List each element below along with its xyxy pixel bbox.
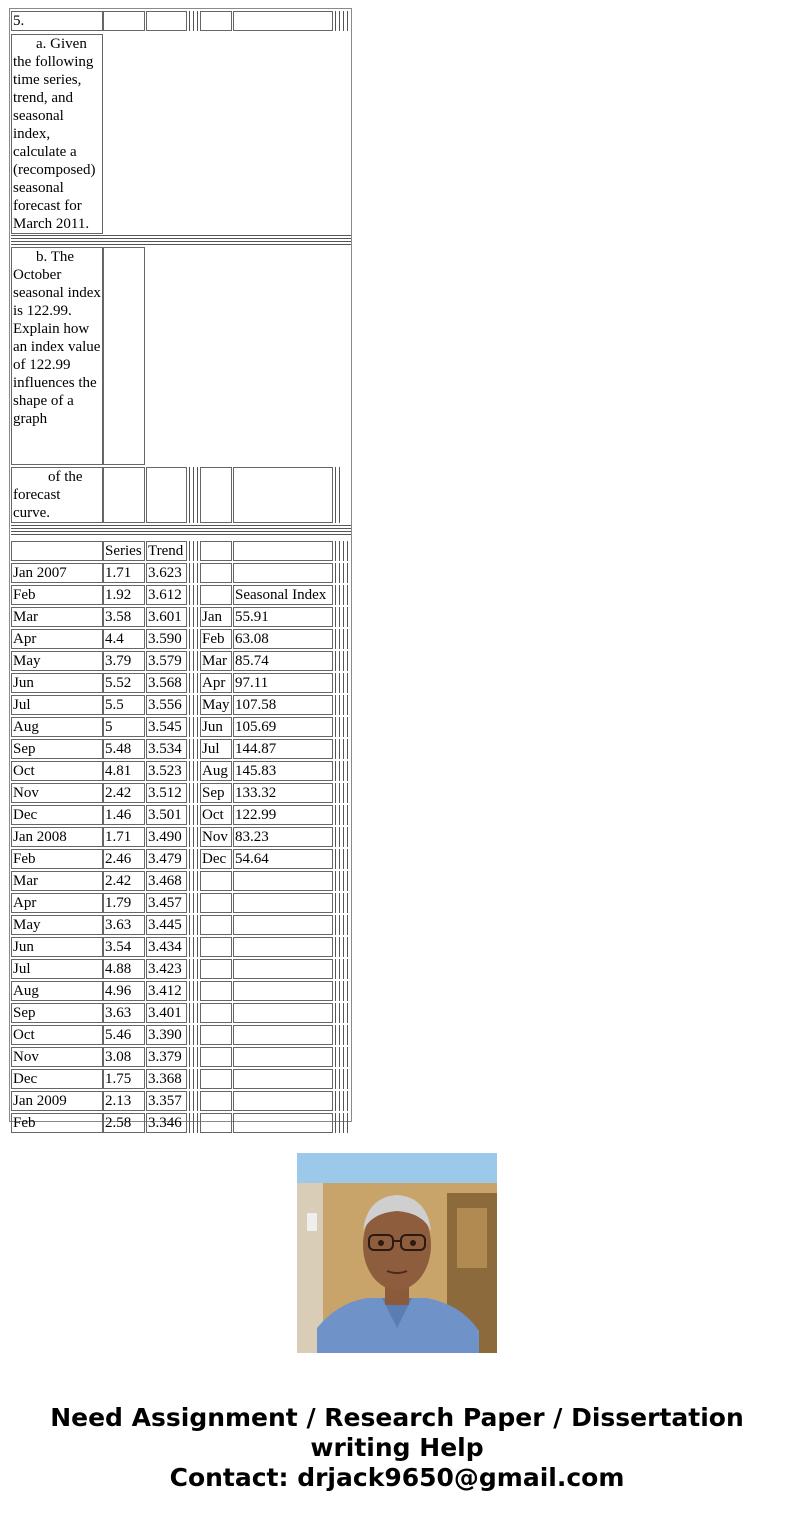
index-month-cell: Apr xyxy=(200,673,232,693)
part-b-continuation-row xyxy=(10,467,353,523)
part-b-text: b. The October seasonal index is 122.99. Explain how an index value of 122.99 influences the shape of a graph xyxy=(11,247,103,465)
index-month-cell: Dec xyxy=(200,849,232,869)
seasonal-index-cell xyxy=(233,1003,333,1023)
trend-cell: 3.423 xyxy=(146,959,187,979)
seasonal-index-cell xyxy=(233,959,333,979)
period-cell: Sep xyxy=(11,739,103,759)
table-row xyxy=(10,673,353,693)
series-cell: 4.4 xyxy=(103,629,145,649)
seasonal-index-cell: Seasonal Index xyxy=(233,585,333,605)
table-row xyxy=(10,1047,353,1067)
table-row xyxy=(10,849,353,869)
series-cell: 2.42 xyxy=(103,783,145,803)
period-cell: Oct xyxy=(11,1025,103,1045)
series-header: Series xyxy=(103,541,145,561)
author-portrait-image xyxy=(297,1153,497,1353)
index-month-cell xyxy=(200,1025,232,1045)
period-cell: May xyxy=(11,915,103,935)
trend-header: Trend xyxy=(146,541,187,561)
index-month-cell xyxy=(200,1047,232,1067)
table-row xyxy=(10,827,353,847)
index-month-cell xyxy=(200,981,232,1001)
trend-cell: 3.545 xyxy=(146,717,187,737)
empty-cell xyxy=(233,541,333,561)
seasonal-index-cell: 63.08 xyxy=(233,629,333,649)
period-cell: Jun xyxy=(11,673,103,693)
seasonal-index-cell xyxy=(233,1091,333,1111)
table-row xyxy=(10,893,353,913)
period-cell: Apr xyxy=(11,629,103,649)
period-cell: May xyxy=(11,651,103,671)
series-cell: 2.58 xyxy=(103,1113,145,1133)
index-month-cell xyxy=(200,1113,232,1133)
table-row xyxy=(10,937,353,957)
index-month-cell: Sep xyxy=(200,783,232,803)
empty-cell xyxy=(233,11,333,31)
part-a-text: a. Given the following time series, trend, and seasonal index, calculate a (recomposed) seasonal forecast for March 2011. xyxy=(11,34,103,234)
table-row xyxy=(10,1091,353,1111)
period-cell: Jul xyxy=(11,959,103,979)
table-row xyxy=(10,1113,353,1133)
period-cell: Feb xyxy=(11,585,103,605)
period-cell: Dec xyxy=(11,1069,103,1089)
index-month-cell: Feb xyxy=(200,629,232,649)
table-row xyxy=(10,607,353,627)
series-cell: 1.71 xyxy=(103,563,145,583)
empty-cell xyxy=(146,467,187,523)
seasonal-index-cell xyxy=(233,563,333,583)
table-row xyxy=(10,1025,353,1045)
seasonal-index-cell xyxy=(233,1069,333,1089)
period-cell: Jul xyxy=(11,695,103,715)
table-row xyxy=(10,871,353,891)
trend-cell: 3.568 xyxy=(146,673,187,693)
empty-cell xyxy=(233,467,333,523)
index-month-cell xyxy=(200,585,232,605)
seasonal-index-cell xyxy=(233,871,333,891)
seasonal-index-cell: 144.87 xyxy=(233,739,333,759)
trend-cell: 3.501 xyxy=(146,805,187,825)
table-row xyxy=(10,695,353,715)
period-cell: Apr xyxy=(11,893,103,913)
series-cell: 3.08 xyxy=(103,1047,145,1067)
empty-cell xyxy=(200,11,232,31)
trend-cell: 3.434 xyxy=(146,937,187,957)
table-row xyxy=(10,1003,353,1023)
period-cell: Aug xyxy=(11,981,103,1001)
period-cell: Jan 2007 xyxy=(11,563,103,583)
period-cell: Aug xyxy=(11,717,103,737)
trend-cell: 3.479 xyxy=(146,849,187,869)
promo-line-2: writing Help xyxy=(310,1433,484,1462)
series-cell: 3.54 xyxy=(103,937,145,957)
question-table xyxy=(9,8,352,1131)
trend-cell: 3.468 xyxy=(146,871,187,891)
question-number: 5. xyxy=(11,11,103,31)
table-row xyxy=(10,629,353,649)
seasonal-index-cell xyxy=(233,1047,333,1067)
trend-cell: 3.490 xyxy=(146,827,187,847)
period-cell: Oct xyxy=(11,761,103,781)
empty-cell xyxy=(200,541,232,561)
trend-cell: 3.401 xyxy=(146,1003,187,1023)
series-cell: 2.13 xyxy=(103,1091,145,1111)
trend-cell: 3.457 xyxy=(146,893,187,913)
seasonal-index-cell: 55.91 xyxy=(233,607,333,627)
part-a-row xyxy=(10,34,353,234)
index-month-cell: Jun xyxy=(200,717,232,737)
series-cell: 4.81 xyxy=(103,761,145,781)
trend-cell: 3.612 xyxy=(146,585,187,605)
index-month-cell: May xyxy=(200,695,232,715)
promo-line-1: Need Assignment / Research Paper / Dissertation xyxy=(50,1403,744,1432)
series-cell: 3.63 xyxy=(103,915,145,935)
part-b-continuation-text: of the forecast curve. xyxy=(11,467,103,523)
index-month-cell xyxy=(200,1091,232,1111)
period-cell: Sep xyxy=(11,1003,103,1023)
series-cell: 3.58 xyxy=(103,607,145,627)
trend-cell: 3.556 xyxy=(146,695,187,715)
seasonal-index-cell xyxy=(233,981,333,1001)
series-cell: 1.79 xyxy=(103,893,145,913)
table-row xyxy=(10,585,353,605)
seasonal-index-cell: 133.32 xyxy=(233,783,333,803)
trend-cell: 3.601 xyxy=(146,607,187,627)
period-cell: Nov xyxy=(11,783,103,803)
seasonal-index-cell xyxy=(233,1025,333,1045)
seasonal-index-cell: 122.99 xyxy=(233,805,333,825)
author-photo xyxy=(297,1153,497,1353)
index-month-cell xyxy=(200,563,232,583)
index-month-cell: Jul xyxy=(200,739,232,759)
series-cell: 5 xyxy=(103,717,145,737)
seasonal-index-cell xyxy=(233,1113,333,1133)
period-cell: Nov xyxy=(11,1047,103,1067)
trend-cell: 3.579 xyxy=(146,651,187,671)
index-month-cell xyxy=(200,893,232,913)
row-separator xyxy=(11,235,351,245)
table-row xyxy=(10,783,353,803)
table-row xyxy=(10,805,353,825)
index-month-cell xyxy=(200,937,232,957)
trend-cell: 3.346 xyxy=(146,1113,187,1133)
index-month-cell xyxy=(200,1003,232,1023)
seasonal-index-cell: 107.58 xyxy=(233,695,333,715)
series-cell: 4.96 xyxy=(103,981,145,1001)
period-cell: Feb xyxy=(11,849,103,869)
seasonal-index-cell: 85.74 xyxy=(233,651,333,671)
seasonal-index-cell: 97.11 xyxy=(233,673,333,693)
period-cell: Dec xyxy=(11,805,103,825)
trend-cell: 3.368 xyxy=(146,1069,187,1089)
index-month-cell xyxy=(200,1069,232,1089)
seasonal-index-cell: 54.64 xyxy=(233,849,333,869)
period-cell: Mar xyxy=(11,607,103,627)
table-row xyxy=(10,563,353,583)
series-cell: 2.42 xyxy=(103,871,145,891)
table-row xyxy=(10,761,353,781)
trend-cell: 3.623 xyxy=(146,563,187,583)
index-month-cell xyxy=(200,959,232,979)
table-row xyxy=(10,1069,353,1089)
period-cell: Jun xyxy=(11,937,103,957)
trend-cell: 3.534 xyxy=(146,739,187,759)
index-month-cell: Nov xyxy=(200,827,232,847)
empty-cell xyxy=(200,467,232,523)
series-cell: 4.88 xyxy=(103,959,145,979)
trend-cell: 3.445 xyxy=(146,915,187,935)
trend-cell: 3.512 xyxy=(146,783,187,803)
trend-cell: 3.412 xyxy=(146,981,187,1001)
seasonal-index-cell xyxy=(233,937,333,957)
index-month-cell: Mar xyxy=(200,651,232,671)
series-cell: 5.52 xyxy=(103,673,145,693)
table-row xyxy=(10,959,353,979)
seasonal-index-cell xyxy=(233,915,333,935)
row-separator xyxy=(11,525,351,535)
period-cell: Mar xyxy=(11,871,103,891)
trend-cell: 3.390 xyxy=(146,1025,187,1045)
series-cell: 3.79 xyxy=(103,651,145,671)
series-cell: 5.48 xyxy=(103,739,145,759)
index-month-cell xyxy=(200,871,232,891)
table-row xyxy=(10,981,353,1001)
index-month-cell: Jan xyxy=(200,607,232,627)
series-cell: 3.63 xyxy=(103,1003,145,1023)
series-cell: 5.46 xyxy=(103,1025,145,1045)
empty-cell xyxy=(103,11,145,31)
table-row xyxy=(10,651,353,671)
table-row xyxy=(10,739,353,759)
seasonal-index-cell xyxy=(233,893,333,913)
trend-cell: 3.590 xyxy=(146,629,187,649)
trend-cell: 3.379 xyxy=(146,1047,187,1067)
series-cell: 1.46 xyxy=(103,805,145,825)
empty-cell xyxy=(103,467,145,523)
trend-cell: 3.523 xyxy=(146,761,187,781)
empty-cell xyxy=(11,541,103,561)
empty-cell xyxy=(146,11,187,31)
seasonal-index-cell: 145.83 xyxy=(233,761,333,781)
index-month-cell: Oct xyxy=(200,805,232,825)
seasonal-index-cell: 83.23 xyxy=(233,827,333,847)
promo-contact-email[interactable]: Contact: drjack9650@gmail.com xyxy=(169,1463,625,1492)
trend-cell: 3.357 xyxy=(146,1091,187,1111)
table-row xyxy=(10,915,353,935)
question-number-row xyxy=(10,11,353,32)
empty-cell xyxy=(103,247,145,465)
series-cell: 1.92 xyxy=(103,585,145,605)
table-header-row xyxy=(10,541,353,562)
index-month-cell xyxy=(200,915,232,935)
series-cell: 1.75 xyxy=(103,1069,145,1089)
series-cell: 5.5 xyxy=(103,695,145,715)
series-cell: 2.46 xyxy=(103,849,145,869)
seasonal-index-cell: 105.69 xyxy=(233,717,333,737)
series-cell: 1.71 xyxy=(103,827,145,847)
table-row xyxy=(10,717,353,737)
part-b-row xyxy=(10,247,353,465)
index-month-cell: Aug xyxy=(200,761,232,781)
period-cell: Feb xyxy=(11,1113,103,1133)
period-cell: Jan 2009 xyxy=(11,1091,103,1111)
period-cell: Jan 2008 xyxy=(11,827,103,847)
